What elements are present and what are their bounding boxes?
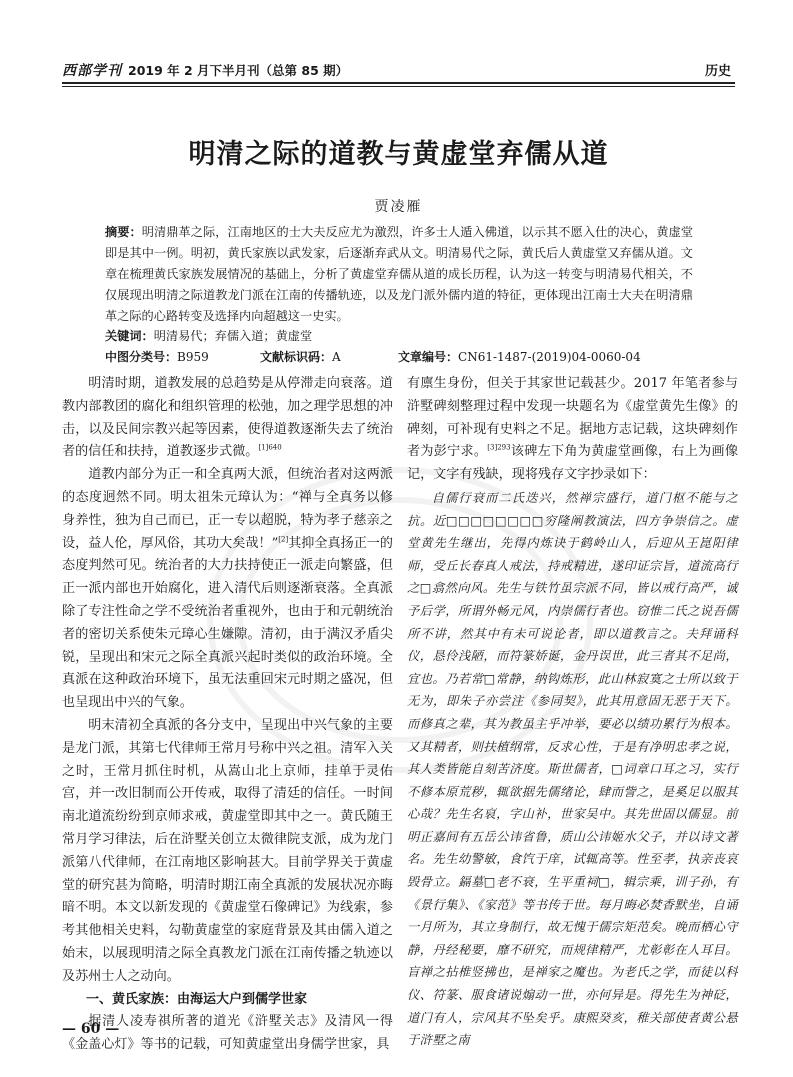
left-column [62, 373, 393, 1057]
abstract [105, 222, 693, 327]
paragraph: 明清时期，道教发展的总趋势是从停滞走向衰落。道教内部教团的腐化和组织管理的松弛，加之理学思想的冲击，以及民间宗教兴起等因素，使得道教逐渐失去了统治者的信任和扶持，道教逐步式微。$^{[1]640}$ [62, 376, 393, 460]
header-rule-thin [62, 86, 735, 87]
article-meta [105, 348, 693, 365]
clc-field: 中图分类号：B959 [105, 350, 209, 364]
paragraph: 明末清初全真派的各分支中，呈现出中兴气象的主要是龙门派，其第七代律师王常月号称中兴之祖。清军入关之时，王常月抓住时机，从嵩山北上京师，挂单于灵佑宫，并一改旧制而公开传戒，取得了清廷的信任。一时间南北道流纷纷到京师求戒，黄虚堂即其中之一。黄氏随王常月学习律法，后在浒墅关创立太微律院支派，成为龙门派第八代律师，在江南地区影响甚大。目前学界关于黄虚堂的研究甚为简略，明清时期江南全真派的发展状况亦晦暗不明。本文以新发现的《黄虚堂石像碑记》为线索，参考其他相关史料，勾勒黄虚堂的家庭背景及其由儒入道之始末，以展现明清之际全真教龙门派在江南传播之轨迹以及苏州士人之动向。 [62, 717, 393, 984]
citation: [3]293 [487, 444, 511, 453]
right-column [407, 373, 738, 1052]
issue-info: 2019 年 2 月下半月刊（总第 85 期） [128, 63, 349, 78]
paragraph: 据清人凌寿祺所著的道光《浒墅关志》及清风一得《金盖心灯》等书的记载，可知黄虚堂出身儒学世家，具 [62, 1014, 393, 1053]
paragraph: 有廪生身份，但关于其家世记载甚少。2017 年笔者参与浒墅碑刻整理过程中发现一块题名为《虚堂黄先生像》的碑刻，可补现有史料之不足。据地方志记载，这块碑刻作者为彭宁求。$^{[3]293}$该碑左下角为黄虚堂画像，右上为画像记，文字有残缺，现将残存文字抄录如下： [407, 376, 739, 483]
keywords-label: 关键词： [105, 329, 154, 343]
section-heading: 一、黄氏家族：由海运大户到儒学世家 [86, 991, 308, 1007]
keywords-text: 明清易代；弃儒入道；黄虚堂 [153, 329, 313, 343]
abstract-label: 摘要： [105, 225, 142, 239]
article-number-field: 文章编号：CN61-1487-(2019)04-0060-04 [398, 350, 641, 364]
inscription-quote: 自儒行衰而二氏迭兴，然禅宗盛行，道门枢不能与之抗。近□□□□□□□□穷隆阐教演法，四方争崇信之。虚堂黄先生继出，先得内炼诀于鹤岭山人，后迎从王崑阳律师，受丘长春真人戒法，持戒精进，遂印证宗旨，道流高行之□翕然向风。先生与铁竹虽宗派不同，皆以戒行高严，诚予后学，所谓外畅元风，内崇儒行者也。窃惟二氏之说吾儒所不讲，然其中有未可说论者，即以道教言之。夫拜诵科仪，恳伶浅陋，而符篆娇诞，金丹误世，此三者其不足尚，宜也。乃若常□常静，纳钩炼形，此山林寂寞之士所以致于无为，即朱子亦尝注《参同契》，此其用意固无恶于天下。而修真之辈，其为教虽主乎冲举，要必以绩功累行为根本。又其精者，则扶植纲常，反求心性，于是有净明忠孝之说，其人类皆能自刻苦济度。斯世儒者，□词章口耳之习，实行不修本原荒秽，辄欲据先儒绪论，肆而訾之，是奚足以服其心哉？先生名裒，字山补，世家吴中。其先世固以儒显。前明正嘉间有五岳公讳省鲁，质山公讳姬水父子，并以诗文著名。先生幼警敏，食饩于庠，试辄高等。性至孝，执亲丧哀毁骨立。鎘墓□老不衰，生平重祠□，辑宗乘，训子孙，有《景行集》、《家范》等书传于世。每月晦必焚香默坐，自诵一月所为，其立身制行，故无愧于儒宗矩范矣。晚而栖心守静，丹经秘要，靡不研究，而规律精严，尤彰彰在人耳目。盲禅之拈椎竖拂也，是禅家之魔也。为老氏之学，而徒以科仪、符篆、服食诸说煽动一世，亦何异是。得先生为神砭，道门有人，宗风其不坠矣乎。康熙癸亥，稚关部使者黄公悬于浒墅之南 [407, 490, 738, 1048]
abstract-text: 明清鼎革之际，江南地区的士大夫反应尤为激烈，许多士人遁入佛道，以示其不愿入仕的决心，黄虚堂即是其中一例。明初，黄氏家族以武发家，后逐渐弃武从文。明清易代之际，黄氏后人黄虚堂又弃儒从道。文章在梳理黄氏家族发展情况的基础上，分析了黄虚堂弃儒从道的成长历程，认为这一转变与明清易代相关，不仅展现出明清之际道教龙门派在江南的传播轨迹，以及龙门派外儒内道的特征，更体现出江南士大夫在明清鼎革之际的心路转变及选择内向超越这一史实。 [105, 225, 694, 323]
header-rule-thick [62, 82, 735, 84]
article-title: 明清之际的道教与黄虚堂弃儒从道 [188, 139, 609, 170]
citation: [1]640 [258, 444, 282, 453]
running-header [62, 56, 735, 86]
paragraph: 道教内部分为正一和全真两大派，但统治者对这两派的态度迥然不同。明太祖朱元璋认为：“禅与全真务以修身养性，独为自己而已，正一专以超脱，特为孝子慈亲之设，益人伦，厚风俗，其功大矣哉！”[2]其抑全真扬正一的态度判然可见。统治者的大力扶持使正一派走向繁盛，但正一派内部也开始腐化，进入清代后则逐渐衰落。全真派除了专注性命之学不受统治者重视外，也由于和元朝统治者的密切关系使朱元璋心生嫌隙。清初，由于满汉矛盾尖锐，呈现出和宋元之际全真派兴起时类似的政治环境。全真派在这种政治环境下，虽无法重回宋元时期之盛况，但也呈现出中兴的气象。 [62, 467, 393, 711]
journal-logo: 西部学刊 [62, 63, 122, 79]
page-number: — 60 — [62, 1021, 120, 1037]
keywords [105, 327, 312, 344]
author-name: 贾凌雁 [374, 199, 423, 215]
doc-code-field: 文献标识码：A [260, 350, 341, 364]
section-label: 历史 [704, 64, 731, 79]
citation: [2] [278, 535, 289, 544]
